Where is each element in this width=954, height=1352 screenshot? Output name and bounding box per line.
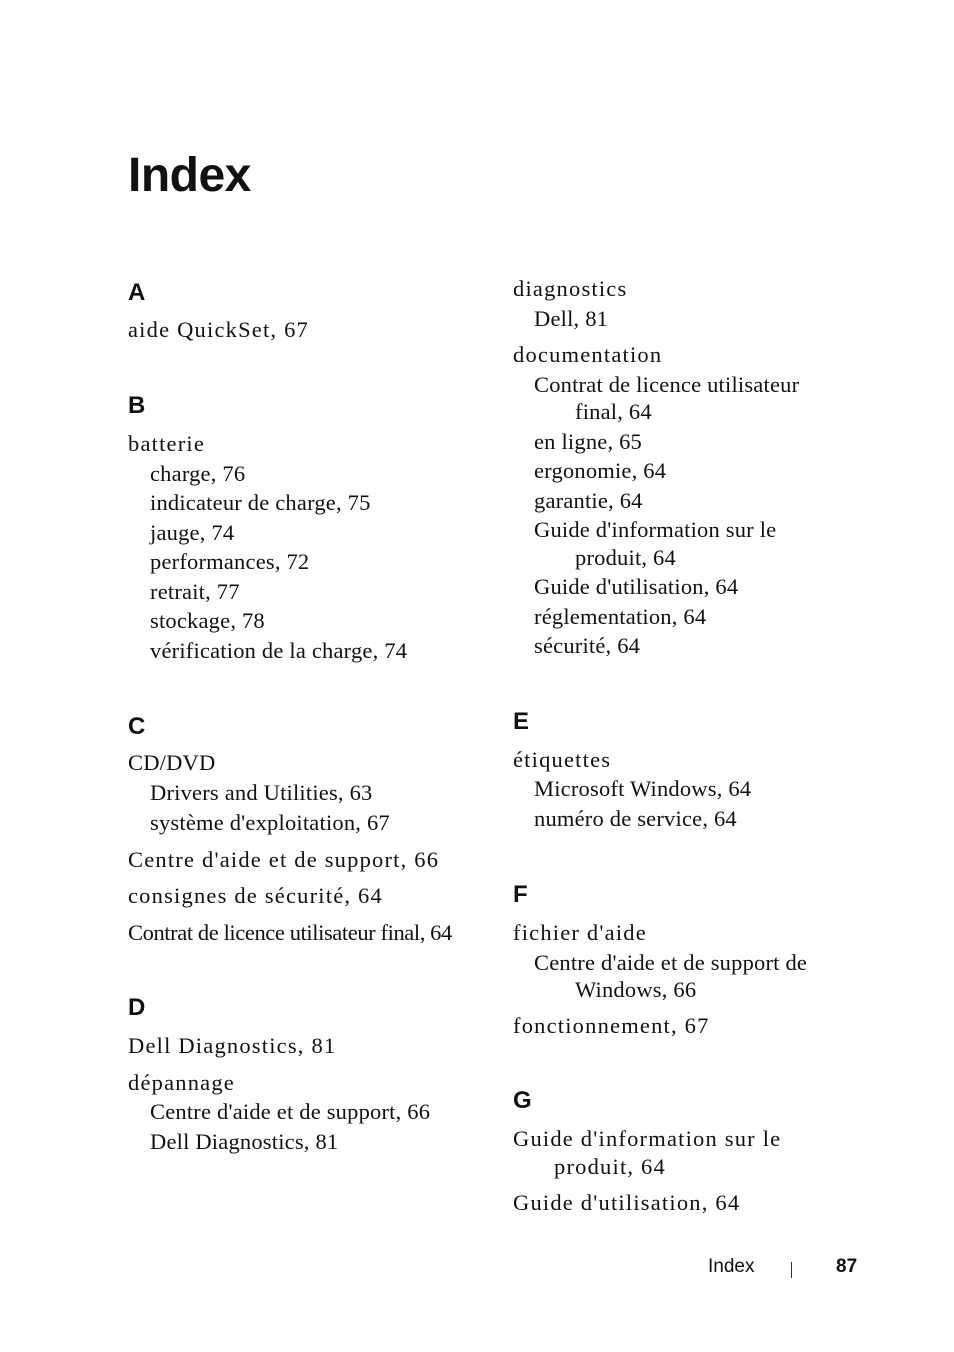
index-subentry: garantie, 64 xyxy=(534,488,643,513)
index-subentry: réglementation, 64 xyxy=(534,604,707,629)
index-entry: fichier d'aide xyxy=(513,920,647,945)
index-entry: Guide d'information sur le xyxy=(513,1126,782,1151)
index-subentry: Microsoft Windows, 64 xyxy=(534,776,752,801)
index-entry: documentation xyxy=(513,342,663,367)
index-subentry: Dell, 81 xyxy=(534,306,609,331)
index-subentry: Dell Diagnostics, 81 xyxy=(150,1129,339,1154)
index-subentry: Drivers and Utilities, 63 xyxy=(150,780,373,805)
index-subentry: charge, 76 xyxy=(150,461,246,486)
index-entry: étiquettes xyxy=(513,747,612,772)
index-subentry-continuation: final, 64 xyxy=(575,399,652,424)
index-entry: Guide d'utilisation, 64 xyxy=(513,1190,741,1215)
index-entry-continuation: produit, 64 xyxy=(554,1154,666,1179)
index-subentry: Centre d'aide et de support, 66 xyxy=(150,1099,431,1124)
section-heading-g: G xyxy=(513,1087,532,1114)
index-subentry: numéro de service, 64 xyxy=(534,806,737,831)
section-heading-d: D xyxy=(128,994,146,1021)
index-subentry: jauge, 74 xyxy=(150,520,235,545)
index-subentry: performances, 72 xyxy=(150,549,310,574)
index-subentry: vérification de la charge, 74 xyxy=(150,638,408,663)
index-entry: aide QuickSet, 67 xyxy=(128,317,309,342)
index-entry: consignes de sécurité, 64 xyxy=(128,883,383,908)
page-title: Index xyxy=(128,149,251,202)
index-subentry: Guide d'utilisation, 64 xyxy=(534,574,739,599)
section-heading-a: A xyxy=(128,279,146,306)
index-subentry: sécurité, 64 xyxy=(534,633,641,658)
index-subentry-continuation: produit, 64 xyxy=(575,545,676,570)
index-entry: CD/DVD xyxy=(128,750,216,775)
section-heading-f: F xyxy=(513,881,528,908)
section-heading-b: B xyxy=(128,392,146,419)
index-entry: diagnostics xyxy=(513,276,628,301)
footer-section-label: Index xyxy=(708,1256,755,1277)
index-entry: Contrat de licence utilisateur final, 64 xyxy=(128,920,452,945)
index-entry: Centre d'aide et de support, 66 xyxy=(128,847,440,872)
index-subentry: indicateur de charge, 75 xyxy=(150,490,371,515)
index-subentry: Guide d'information sur le xyxy=(534,517,777,542)
index-entry: Dell Diagnostics, 81 xyxy=(128,1033,337,1058)
page-number: 87 xyxy=(836,1256,858,1277)
section-heading-e: E xyxy=(513,708,530,735)
index-subentry-continuation: Windows, 66 xyxy=(575,977,697,1002)
index-subentry: système d'exploitation, 67 xyxy=(150,810,390,835)
index-entry: fonctionnement, 67 xyxy=(513,1013,710,1038)
section-heading-c: C xyxy=(128,713,146,740)
footer-divider xyxy=(791,1262,792,1278)
index-subentry: stockage, 78 xyxy=(150,608,265,633)
index-subentry: ergonomie, 64 xyxy=(534,458,667,483)
index-subentry: Centre d'aide et de support de xyxy=(534,950,808,975)
index-subentry: retrait, 77 xyxy=(150,579,240,604)
index-subentry: en ligne, 65 xyxy=(534,429,643,454)
index-subentry: Contrat de licence utilisateur xyxy=(534,372,800,397)
index-entry: batterie xyxy=(128,431,206,456)
index-entry: dépannage xyxy=(128,1070,235,1095)
